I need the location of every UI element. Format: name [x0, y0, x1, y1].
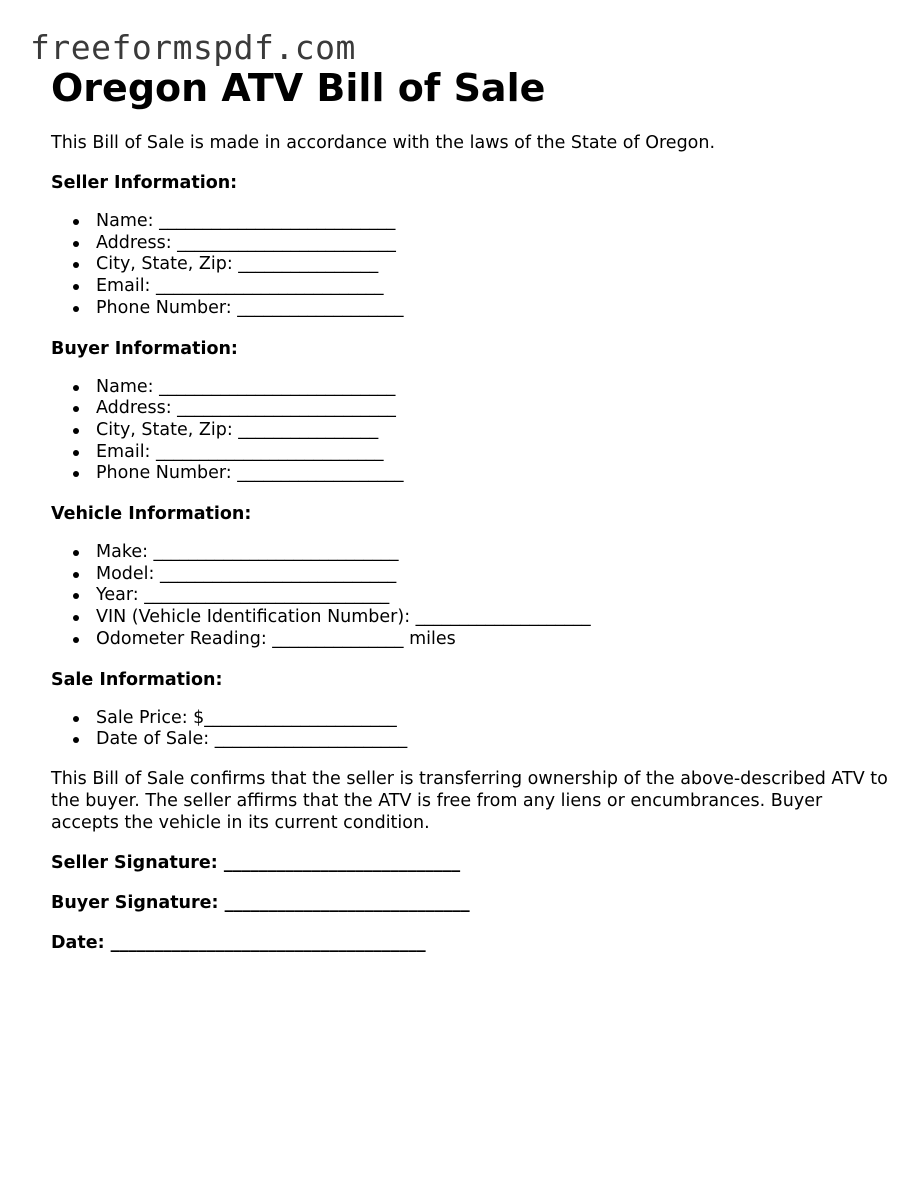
watermark-text: freeformspdf.com — [30, 28, 356, 67]
seller-section-heading: Seller Information: — [51, 173, 238, 193]
vehicle-year-field: Year: ____________________________ — [96, 585, 891, 607]
sale-section-heading: Sale Information: — [51, 669, 223, 690]
seller-field-list — [51, 211, 891, 320]
seller-phone-field: Phone Number: ___________________ — [96, 298, 891, 320]
seller-city-state-zip-field: City, State, Zip: ________________ — [96, 254, 891, 276]
buyer-address-field: Address: _________________________ — [96, 398, 891, 420]
vehicle-section-heading: Vehicle Information: — [51, 504, 252, 525]
document-title: Oregon ATV Bill of Sale — [51, 66, 546, 110]
seller-name-field: Name: ___________________________ — [96, 211, 891, 233]
sale-price-field: Sale Price: $______________________ — [96, 708, 891, 730]
seller-address-field: Address: _________________________ — [96, 233, 891, 255]
vehicle-model-field: Model: ___________________________ — [96, 564, 891, 586]
buyer-field-list — [51, 377, 891, 486]
buyer-email-field: Email: __________________________ — [96, 442, 891, 464]
vehicle-odometer-field: Odometer Reading: _______________ miles — [96, 629, 891, 651]
buyer-phone-field: Phone Number: ___________________ — [96, 463, 891, 485]
buyer-signature-line: Buyer Signature: ____________________________ — [51, 892, 470, 913]
vehicle-field-list — [51, 542, 891, 651]
date-signature-line: Date: ____________________________________ — [51, 932, 426, 953]
seller-email-field: Email: __________________________ — [96, 276, 891, 298]
vehicle-vin-field: VIN (Vehicle Identification Number): ____________________ — [96, 607, 891, 629]
buyer-city-state-zip-field: City, State, Zip: ________________ — [96, 420, 891, 442]
buyer-name-field: Name: ___________________________ — [96, 377, 891, 399]
sale-date-field: Date of Sale: ______________________ — [96, 729, 891, 751]
vehicle-make-field: Make: ____________________________ — [96, 542, 891, 564]
intro-paragraph: This Bill of Sale is made in accordance with the laws of the State of Oregon. — [51, 133, 716, 153]
seller-signature-line: Seller Signature: ___________________________ — [51, 852, 461, 873]
closing-paragraph: This Bill of Sale confirms that the seller is transferring ownership of the above-described ATV to the buyer. The seller affirms that the ATV is free from any liens or encumbrances. Buyer accepts the vehicle in its current condition. — [51, 768, 888, 833]
sale-field-list — [51, 708, 891, 751]
document-body — [51, 64, 891, 954]
buyer-section-heading: Buyer Information: — [51, 338, 238, 359]
